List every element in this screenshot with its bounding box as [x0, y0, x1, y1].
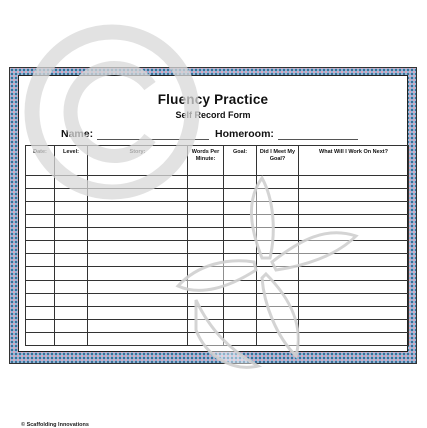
table-row — [26, 202, 409, 215]
table-cell — [188, 267, 224, 280]
table-cell — [257, 319, 299, 332]
table-cell — [188, 306, 224, 319]
table-cell — [299, 215, 409, 228]
form-subtitle: Self Record Form — [175, 110, 251, 120]
table-row — [26, 215, 409, 228]
table-cell — [257, 215, 299, 228]
table-cell — [299, 228, 409, 241]
table-cell — [224, 241, 257, 254]
col-header-next: What Will I Work On Next? — [299, 146, 409, 176]
table-cell — [257, 228, 299, 241]
record-table — [25, 145, 409, 346]
table-cell — [188, 241, 224, 254]
table-row — [26, 176, 409, 189]
col-header-level: Level: — [55, 146, 88, 176]
table-cell — [188, 254, 224, 267]
table-row — [26, 189, 409, 202]
table-cell — [88, 267, 188, 280]
table-cell — [26, 228, 55, 241]
table-cell — [299, 332, 409, 345]
table-cell — [299, 267, 409, 280]
table-cell — [55, 267, 88, 280]
table-cell — [188, 319, 224, 332]
table-row — [26, 319, 409, 332]
table-header-row — [26, 146, 409, 176]
table-cell — [88, 241, 188, 254]
table-cell — [88, 202, 188, 215]
table-cell — [224, 332, 257, 345]
table-cell — [188, 332, 224, 345]
table-cell — [55, 215, 88, 228]
table-cell — [26, 189, 55, 202]
table-row — [26, 293, 409, 306]
table-cell — [299, 254, 409, 267]
form-title: Fluency Practice — [157, 92, 269, 107]
table-cell — [188, 202, 224, 215]
table-cell — [26, 241, 55, 254]
table-cell — [26, 306, 55, 319]
table-cell — [26, 293, 55, 306]
table-cell — [188, 176, 224, 189]
table-cell — [88, 189, 188, 202]
col-header-wpm: Words Per Minute: — [188, 146, 224, 176]
table-cell — [257, 306, 299, 319]
table-cell — [26, 280, 55, 293]
table-cell — [88, 215, 188, 228]
table-cell — [88, 254, 188, 267]
table-cell — [224, 306, 257, 319]
table-row — [26, 254, 409, 267]
name-field — [61, 128, 209, 140]
table-cell — [257, 332, 299, 345]
table-cell — [26, 332, 55, 345]
table-cell — [224, 228, 257, 241]
table-cell — [224, 254, 257, 267]
table-cell — [26, 319, 55, 332]
table-cell — [26, 254, 55, 267]
table-cell — [88, 176, 188, 189]
table-cell — [55, 280, 88, 293]
table-cell — [26, 215, 55, 228]
table-cell — [188, 280, 224, 293]
table-row — [26, 332, 409, 345]
table-cell — [55, 254, 88, 267]
table-cell — [55, 241, 88, 254]
col-header-goal: Goal: — [224, 146, 257, 176]
table-cell — [88, 306, 188, 319]
col-header-story: Story: — [88, 146, 188, 176]
table-cell — [55, 319, 88, 332]
table-cell — [188, 293, 224, 306]
table-cell — [88, 332, 188, 345]
table-cell — [224, 280, 257, 293]
table-row — [26, 306, 409, 319]
table-cell — [299, 189, 409, 202]
name-blank-line — [97, 128, 209, 140]
table-cell — [257, 293, 299, 306]
worksheet-page — [9, 67, 417, 428]
table-cell — [55, 293, 88, 306]
table-row — [26, 280, 409, 293]
table-row — [26, 267, 409, 280]
name-label: Name: — [61, 128, 94, 140]
table-cell — [299, 293, 409, 306]
table-cell — [26, 176, 55, 189]
homeroom-label: Homeroom: — [215, 128, 274, 140]
table-cell — [257, 267, 299, 280]
table-cell — [26, 202, 55, 215]
table-cell — [299, 202, 409, 215]
table-cell — [224, 176, 257, 189]
table-cell — [299, 306, 409, 319]
table-cell — [224, 267, 257, 280]
worksheet-inner — [18, 75, 408, 352]
col-header-met-goal: Did I Meet My Goal? — [257, 146, 299, 176]
table-cell — [88, 293, 188, 306]
table-cell — [224, 189, 257, 202]
table-cell — [55, 332, 88, 345]
table-cell — [299, 176, 409, 189]
table-cell — [299, 319, 409, 332]
homeroom-field — [215, 128, 358, 140]
table-cell — [257, 189, 299, 202]
table-cell — [55, 176, 88, 189]
table-cell — [88, 280, 188, 293]
table-cell — [55, 202, 88, 215]
table-row — [26, 241, 409, 254]
table-row — [26, 228, 409, 241]
table-cell — [26, 267, 55, 280]
table-cell — [55, 306, 88, 319]
table-cell — [257, 280, 299, 293]
copyright-footer: © Scaffolding Innovations — [21, 422, 89, 428]
col-header-date: Date: — [26, 146, 55, 176]
table-cell — [224, 215, 257, 228]
table-cell — [224, 202, 257, 215]
table-cell — [257, 241, 299, 254]
homeroom-blank-line — [278, 128, 358, 140]
table-cell — [224, 319, 257, 332]
table-cell — [55, 228, 88, 241]
table-cell — [224, 293, 257, 306]
table-cell — [88, 319, 188, 332]
table-cell — [257, 202, 299, 215]
table-cell — [188, 189, 224, 202]
table-cell — [188, 228, 224, 241]
table-cell — [88, 228, 188, 241]
table-cell — [257, 176, 299, 189]
table-cell — [55, 189, 88, 202]
table-cell — [299, 280, 409, 293]
table-cell — [257, 254, 299, 267]
table-cell — [299, 241, 409, 254]
table-cell — [188, 215, 224, 228]
